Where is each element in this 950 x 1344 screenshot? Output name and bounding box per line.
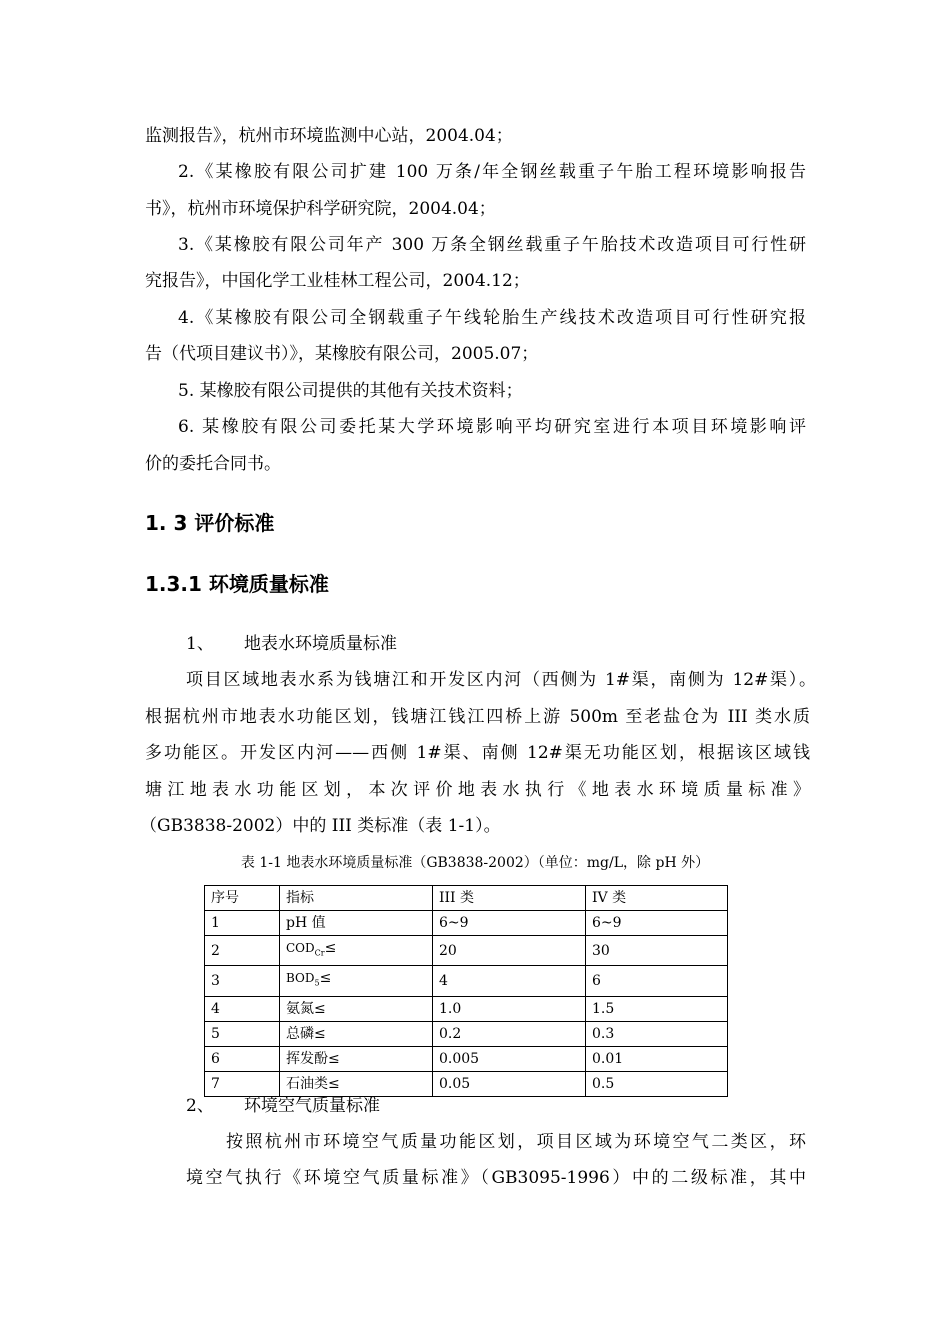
reference-5: 5. 某橡胶有限公司提供的其他有关技术资料；	[178, 381, 523, 401]
class-iii-value: 20	[433, 936, 586, 966]
reference-3-line-2: 究报告》，中国化学工业桂林工程公司，2004.12；	[145, 271, 530, 291]
indicator-suffix: ≤	[319, 970, 332, 987]
table-row	[205, 1021, 728, 1046]
class-iv-value: 6	[586, 966, 728, 996]
indicator-subscript: 5	[314, 978, 320, 988]
indicator-name	[280, 966, 433, 996]
header-cell: IV 类	[586, 886, 728, 911]
water-paragraph-line-1: 项目区域地表水系为钱塘江和开发区内河（西侧为 1#渠，南侧为 12#渠）。	[186, 670, 816, 690]
indicator-subscript: Cr	[314, 948, 325, 958]
water-item-title: 地表水环境质量标准	[244, 634, 397, 654]
indicator-name	[280, 936, 433, 966]
header-cell: 序号	[205, 886, 280, 911]
table-row	[205, 1071, 728, 1096]
header-cell: 指标	[280, 886, 433, 911]
water-paragraph-line-3: 多功能区。开发区内河——西侧 1#渠、南侧 12#渠无功能区划，根据该区域钱	[145, 743, 810, 763]
row-number: 4	[205, 996, 280, 1021]
reference-4-line-2: 告（代项目建议书）》，某橡胶有限公司，2005.07；	[145, 344, 539, 364]
indicator-base: COD	[286, 941, 315, 955]
water-paragraph-line-5: （GB3838-2002）中的 III 类标准（表 1-1）。	[140, 816, 501, 836]
class-iv-value: 6~9	[586, 911, 728, 936]
water-item-number: 1、	[186, 634, 214, 654]
class-iv-value: 0.3	[586, 1021, 728, 1046]
class-iii-value: 4	[433, 966, 586, 996]
water-paragraph-line-4: 塘江地表水功能区划，本次评价地表水执行《地表水环境质量标准》	[145, 780, 810, 800]
row-number: 6	[205, 1046, 280, 1071]
row-number: 5	[205, 1021, 280, 1046]
class-iii-value: 0.005	[433, 1046, 586, 1071]
section-heading-1-3: 1. 3 评价标准	[145, 511, 275, 535]
section-heading-1-3-1: 1.3.1 环境质量标准	[145, 572, 329, 596]
reference-6-line-1: 6. 某橡胶有限公司委托某大学环境影响平均研究室进行本项目环境影响评	[178, 417, 806, 437]
row-number: 2	[205, 936, 280, 966]
air-paragraph-line-2: 境空气执行《环境空气质量标准》（GB3095-1996）中的二级标准，其中	[186, 1168, 806, 1188]
reference-4-line-1: 4.《某橡胶有限公司全钢载重子午线轮胎生产线技术改造项目可行性研究报	[178, 308, 806, 328]
table-row	[205, 936, 728, 966]
class-iv-value: 0.01	[586, 1046, 728, 1071]
class-iii-value: 0.05	[433, 1071, 586, 1096]
row-number: 1	[205, 911, 280, 936]
reference-2-line-1: 2.《某橡胶有限公司扩建 100 万条/年全钢丝载重子午胎工程环境影响报告	[178, 162, 806, 182]
reference-6-line-2: 价的委托合同书。	[145, 454, 281, 474]
class-iv-value: 0.5	[586, 1071, 728, 1096]
table-caption: 表 1-1 地表水环境质量标准（GB3838-2002）（单位：mg/L，除 pH 外）	[240, 855, 710, 871]
class-iii-value: 0.2	[433, 1021, 586, 1046]
reference-1-tail: 监测报告》，杭州市环境监测中心站，2004.04；	[145, 126, 513, 146]
air-item-title: 环境空气质量标准	[244, 1096, 380, 1116]
air-paragraph-line-1: 按照杭州市环境空气质量功能区划，项目区域为环境空气二类区，环	[226, 1132, 806, 1152]
table-row	[205, 966, 728, 996]
indicator-name: 总磷≤	[280, 1021, 433, 1046]
indicator-name: 挥发酚≤	[280, 1046, 433, 1071]
reference-3-line-1: 3.《某橡胶有限公司年产 300 万条全钢丝载重子午胎技术改造项目可行性研	[178, 235, 806, 255]
class-iv-value: 1.5	[586, 996, 728, 1021]
table-header-row	[205, 886, 728, 911]
class-iii-value: 6~9	[433, 911, 586, 936]
table-row	[205, 996, 728, 1021]
indicator-name: 石油类≤	[280, 1071, 433, 1096]
indicator-name: pH 值	[280, 911, 433, 936]
header-cell: III 类	[433, 886, 586, 911]
reference-2-line-2: 书》，杭州市环境保护科学研究院，2004.04；	[145, 199, 496, 219]
water-quality-table	[204, 885, 728, 1097]
table-row	[205, 1046, 728, 1071]
row-number: 7	[205, 1071, 280, 1096]
air-item-number: 2、	[186, 1096, 214, 1116]
row-number: 3	[205, 966, 280, 996]
indicator-suffix: ≤	[324, 940, 337, 956]
indicator-base: BOD	[286, 971, 315, 986]
class-iii-value: 1.0	[433, 996, 586, 1021]
table-row	[205, 911, 728, 936]
water-paragraph-line-2: 根据杭州市地表水功能区划，钱塘江钱江四桥上游 500m 至老盐仓为 III 类水质	[145, 707, 810, 727]
class-iv-value: 30	[586, 936, 728, 966]
indicator-name: 氨氮≤	[280, 996, 433, 1021]
